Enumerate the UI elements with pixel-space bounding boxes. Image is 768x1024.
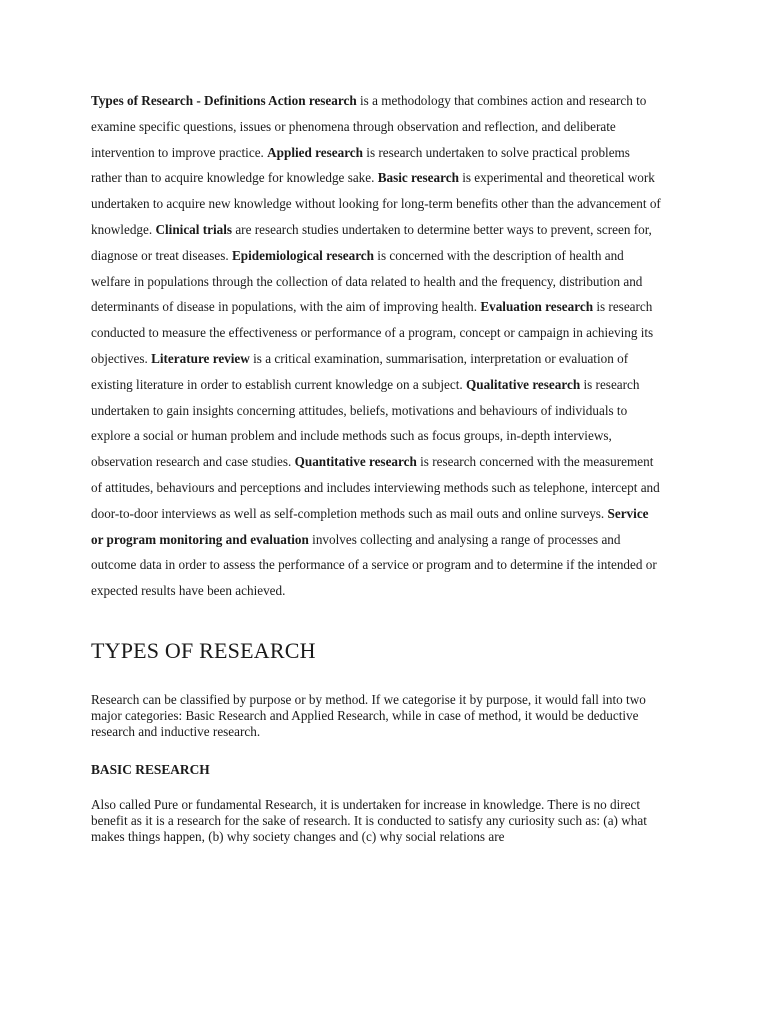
- definition-term: Literature review: [151, 350, 250, 366]
- definition-term: Clinical trials: [155, 221, 233, 237]
- subsection-heading: BASIC RESEARCH: [91, 761, 210, 777]
- classification-paragraph: Research can be classified by purpose or by method. If we categorise it by purpose, it would fall into two major categories: Basic Research and Applied Research, while in case of method, it would be deductive research and inductive research.: [91, 691, 646, 740]
- definition-term: Evaluation research: [480, 299, 594, 315]
- definition-term: Quantitative research: [294, 454, 417, 470]
- definition-term: Qualitative research: [466, 376, 581, 392]
- basic-research-paragraph: Also called Pure or fundamental Research, it is undertaken for increase in knowledge. There is no direct benefit as it is a research for the sake of research. It is conducted to satisfy any curiosity such as: (a) what makes things happen, (b) why society changes and (c) why social relations are: [91, 796, 647, 844]
- definitions-paragraph: [91, 88, 661, 604]
- definition-text: is a methodology that combines action and research to examine specific questions, issues or phenomena through observation and reflection, and deliberate intervention to improve practice.: [91, 93, 647, 160]
- definition-term: Types of Research - Definitions Action research: [91, 93, 357, 108]
- document-page: [91, 88, 661, 845]
- definition-text: is concerned with the description of health and welfare in populations through the collection of data related to health and the frequency, distribution and determinants of disease in populations, with the aim of improving health.: [91, 247, 643, 315]
- definition-text: is experimental and theoretical work undertaken to acquire new knowledge without looking for long-term benefits other than the advancement of knowledge.: [91, 170, 661, 237]
- definition-text: is a critical examination, summarisation, interpretation or evaluation of existing literature in order to establish current knowledge on a subject.: [91, 350, 629, 392]
- definition-term: Applied research: [267, 144, 363, 160]
- definition-term: Epidemiological research: [232, 247, 374, 263]
- definition-text: is research undertaken to solve practical problems rather than to acquire knowledge for knowledge sake.: [91, 144, 630, 186]
- section-heading: TYPES OF RESEARCH: [91, 637, 316, 663]
- definition-text: is research concerned with the measurement of attitudes, behaviours and perceptions and includes interviewing methods such as telephone, intercept and door-to-door interviews as well as self-completion methods such as mail outs and online surveys.: [91, 454, 660, 521]
- definition-term: Service or program monitoring and evaluation: [91, 505, 649, 547]
- definition-text: is research conducted to measure the effectiveness or performance of a program, concept or campaign in achieving its objectives.: [91, 299, 654, 366]
- definition-term: Basic research: [377, 170, 459, 186]
- definition-text: involves collecting and analysing a range of processes and outcome data in order to assess the performance of a service or program and to determine if the intended or expected results have been achieved.: [91, 531, 657, 599]
- definition-text: are research studies undertaken to determine better ways to prevent, screen for, diagnose or treat diseases.: [91, 221, 652, 263]
- definition-text: is research undertaken to gain insights concerning attitudes, beliefs, motivations and behaviours of individuals to explore a social or human problem and include methods such as focus groups, in-depth interviews, observation research and case studies.: [91, 376, 640, 470]
